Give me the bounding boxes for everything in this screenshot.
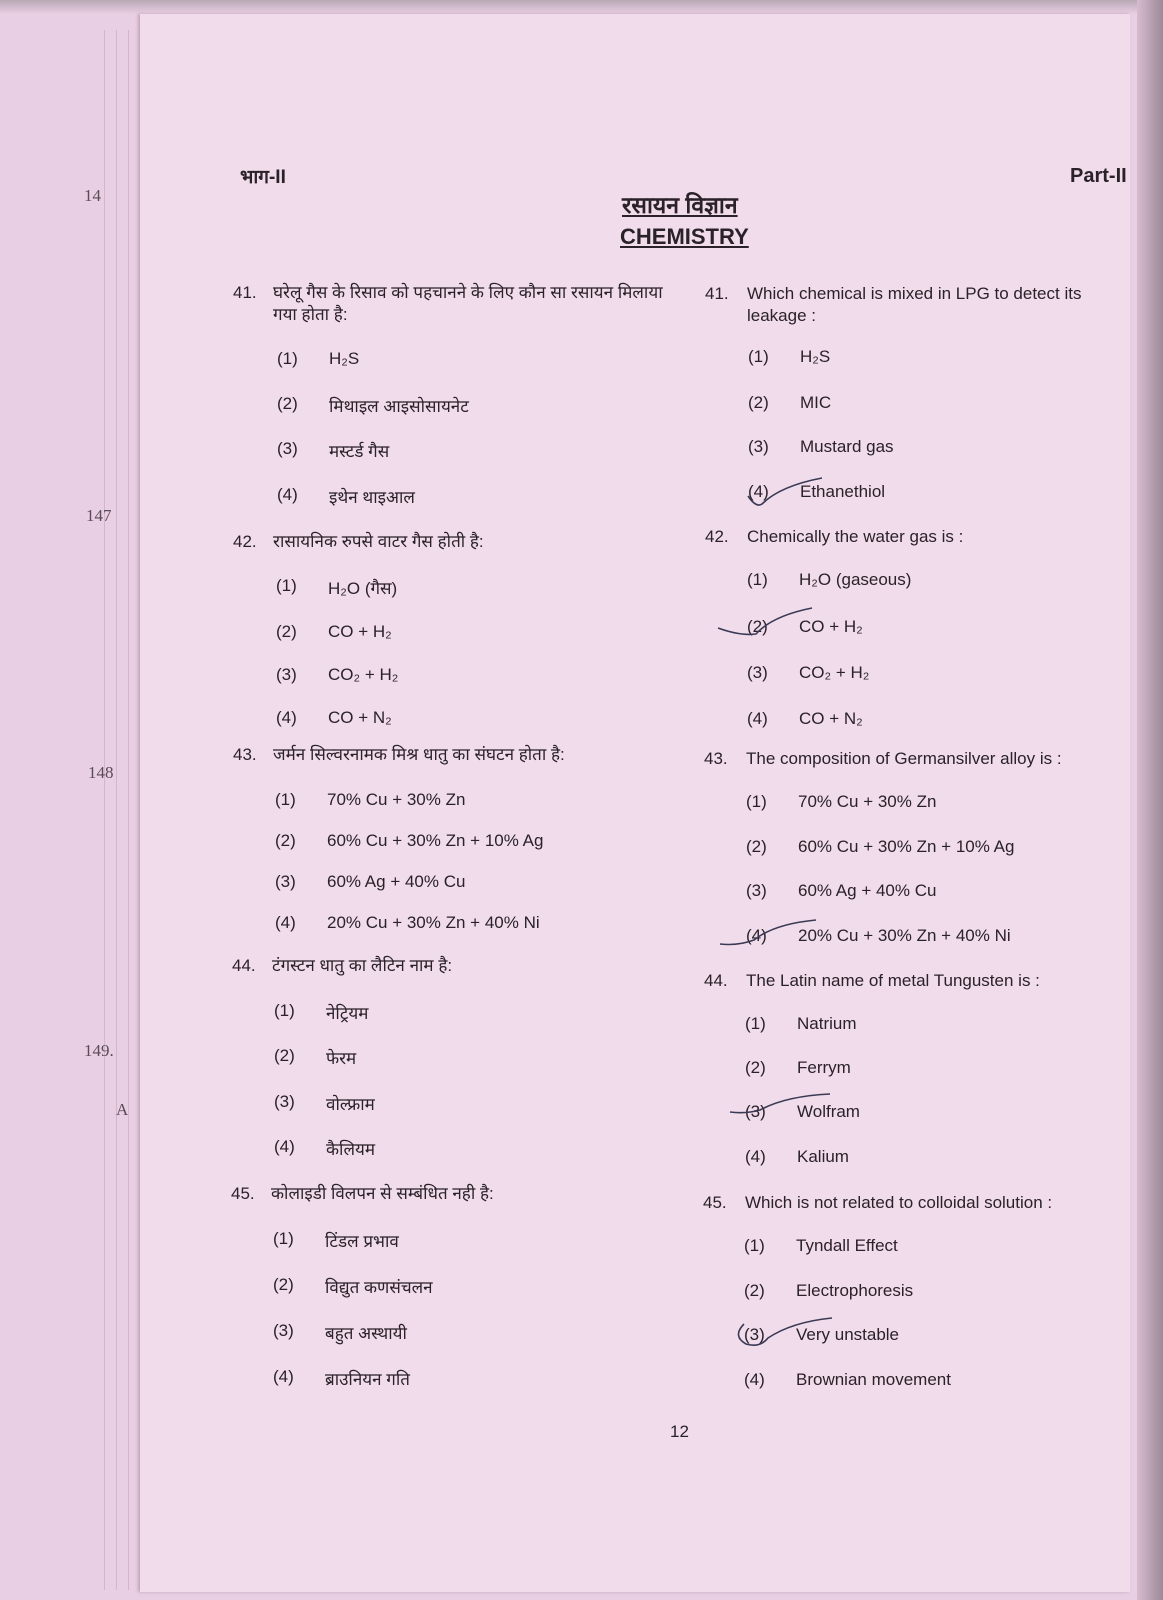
option-text: 60% Ag + 40% Cu — [798, 881, 937, 900]
option-number: (2) — [747, 617, 768, 636]
option-text: Mustard gas — [800, 437, 894, 456]
option-text: नेट्रियम — [326, 1004, 369, 1023]
option-number: (3) — [746, 881, 767, 900]
option-text: मिथाइल आइसोसायनेट — [329, 397, 469, 416]
option-number: (4) — [276, 708, 297, 727]
option-number: (4) — [273, 1367, 294, 1386]
option-number: (2) — [745, 1058, 766, 1077]
option-text: 60% Ag + 40% Cu — [327, 872, 466, 891]
option-text: इथेन थाइआल — [329, 488, 415, 507]
question-text: Which chemical is mixed in LPG to detect its leakage : — [747, 284, 1082, 325]
option-text: Ethanethiol — [800, 482, 886, 501]
option-text: Wolfram — [797, 1102, 860, 1121]
subject-title-english: CHEMISTRY — [620, 224, 749, 249]
option-text: CO + H₂ — [799, 617, 863, 636]
option-text: ब्राउनियन गति — [325, 1370, 410, 1389]
page-leaf-edge — [116, 30, 125, 1590]
option-number: (3) — [747, 663, 768, 682]
option-text: 20% Cu + 30% Zn + 40% Ni — [327, 913, 540, 932]
subject-title-hindi: रसायन विज्ञान — [622, 192, 738, 218]
question-text: जर्मन सिल्वरनामक मिश्र धातु का संघटन होता है: — [273, 745, 565, 764]
option-text: MIC — [800, 393, 832, 412]
question-number: 44. — [232, 956, 256, 975]
option-text: Ferrym — [797, 1058, 851, 1077]
option-number: (4) — [746, 926, 767, 945]
question-number: 45. — [231, 1184, 255, 1203]
option-number: (2) — [273, 1275, 294, 1294]
option-number: (3) — [276, 665, 297, 684]
option-text: बहुत अस्थायी — [325, 1324, 407, 1343]
option-number: (2) — [748, 393, 769, 412]
question-number: 41. — [233, 283, 257, 302]
option-text: CO₂ + H₂ — [328, 665, 399, 684]
option-number: (3) — [277, 439, 298, 458]
option-number: (3) — [274, 1092, 295, 1111]
option-text: Tyndall Effect — [796, 1236, 898, 1255]
question-text: Chemically the water gas is : — [747, 527, 964, 546]
option-text: टिंडल प्रभाव — [325, 1232, 399, 1251]
margin-number: A — [116, 1100, 129, 1119]
option-text: Kalium — [797, 1147, 849, 1166]
option-number: (2) — [274, 1046, 295, 1065]
question-text: The Latin name of metal Tungusten is : — [746, 971, 1040, 990]
option-number: (1) — [276, 576, 297, 595]
option-number: (4) — [277, 485, 298, 504]
option-number: (3) — [275, 872, 296, 891]
option-text: फेरम — [326, 1049, 357, 1068]
option-number: (1) — [746, 792, 767, 811]
option-text: Electrophoresis — [796, 1281, 914, 1300]
margin-number: 149. — [84, 1041, 114, 1060]
question-text: Which is not related to colloidal solution : — [745, 1193, 1053, 1212]
page-number: 12 — [670, 1422, 689, 1441]
option-text: 70% Cu + 30% Zn — [798, 792, 937, 811]
option-number: (2) — [275, 831, 296, 850]
answer-tick-mark — [726, 1090, 836, 1130]
answer-tick-mark — [712, 606, 822, 646]
margin-number: 14 — [84, 186, 101, 205]
top-edge-shadow — [0, 0, 1163, 14]
option-number: (4) — [748, 482, 769, 501]
question-number: 41. — [705, 284, 729, 303]
page-leaf-edge — [128, 30, 137, 1590]
option-number: (1) — [273, 1229, 294, 1248]
option-number: (1) — [747, 570, 768, 589]
option-text: H₂S — [329, 349, 360, 368]
answer-tick-mark — [712, 916, 822, 956]
option-number: (1) — [274, 1001, 295, 1020]
option-number: (1) — [275, 790, 296, 809]
question-number: 42. — [233, 532, 257, 551]
option-number: (1) — [744, 1236, 765, 1255]
option-number: (4) — [275, 913, 296, 932]
option-text: Very unstable — [796, 1325, 900, 1344]
option-number: (3) — [273, 1321, 294, 1340]
option-text: कैलियम — [326, 1140, 376, 1159]
option-text: Brownian movement — [796, 1370, 951, 1389]
option-text: H₂O (गैस) — [328, 579, 398, 598]
option-text: CO₂ + H₂ — [799, 663, 870, 682]
answer-tick-mark — [728, 1314, 838, 1358]
part-label-hindi: भाग-II — [240, 167, 286, 188]
option-text: 20% Cu + 30% Zn + 40% Ni — [798, 926, 1011, 945]
option-number: (2) — [746, 837, 767, 856]
answer-tick-mark — [730, 474, 830, 514]
option-text: 60% Cu + 30% Zn + 10% Ag — [327, 831, 544, 850]
question-text: रासायनिक रुपसे वाटर गैस होती है: — [273, 532, 484, 551]
option-number: (4) — [274, 1137, 295, 1156]
question-text: The composition of Germansilver alloy is : — [746, 749, 1062, 768]
option-text: विद्युत कणसंचलन — [325, 1278, 433, 1297]
question-text: घरेलू गैस के रिसाव को पहचानने के लिए कौन सा रसायन मिलाया गया होता है: — [273, 283, 663, 324]
option-text: H₂S — [800, 347, 831, 366]
option-number: (1) — [277, 349, 298, 368]
question-number: 45. — [703, 1193, 727, 1212]
option-text: वोल्फ्राम — [326, 1095, 375, 1114]
option-text: CO + H₂ — [328, 622, 392, 641]
option-number: (2) — [744, 1281, 765, 1300]
option-number: (2) — [277, 394, 298, 413]
option-number: (2) — [276, 622, 297, 641]
page-leaf-edge — [104, 30, 113, 1590]
option-text: मस्टर्ड गैस — [329, 442, 390, 461]
option-number: (3) — [745, 1102, 766, 1121]
option-text: 70% Cu + 30% Zn — [327, 790, 466, 809]
question-text: कोलाइडी विलपन से सम्बंधित नही है: — [271, 1184, 494, 1203]
option-number: (1) — [748, 347, 769, 366]
question-text: टंगस्टन धातु का लैटिन नाम है: — [272, 956, 453, 975]
question-number: 43. — [704, 749, 728, 768]
question-number: 42. — [705, 527, 729, 546]
margin-number: 147 — [86, 506, 112, 525]
part-label-english: Part-II — [1070, 165, 1127, 187]
option-number: (3) — [744, 1325, 765, 1344]
option-text: 60% Cu + 30% Zn + 10% Ag — [798, 837, 1015, 856]
question-number: 43. — [233, 745, 257, 764]
margin-number: 148 — [88, 763, 114, 782]
option-number: (4) — [747, 709, 768, 728]
option-text: H₂O (gaseous) — [799, 570, 912, 589]
option-number: (3) — [748, 437, 769, 456]
option-text: CO + N₂ — [328, 708, 392, 727]
option-text: Natrium — [797, 1014, 857, 1033]
option-number: (1) — [745, 1014, 766, 1033]
right-edge-shadow — [1137, 0, 1163, 1600]
option-number: (4) — [745, 1147, 766, 1166]
option-text: CO + N₂ — [799, 709, 863, 728]
option-number: (4) — [744, 1370, 765, 1389]
question-number: 44. — [704, 971, 728, 990]
